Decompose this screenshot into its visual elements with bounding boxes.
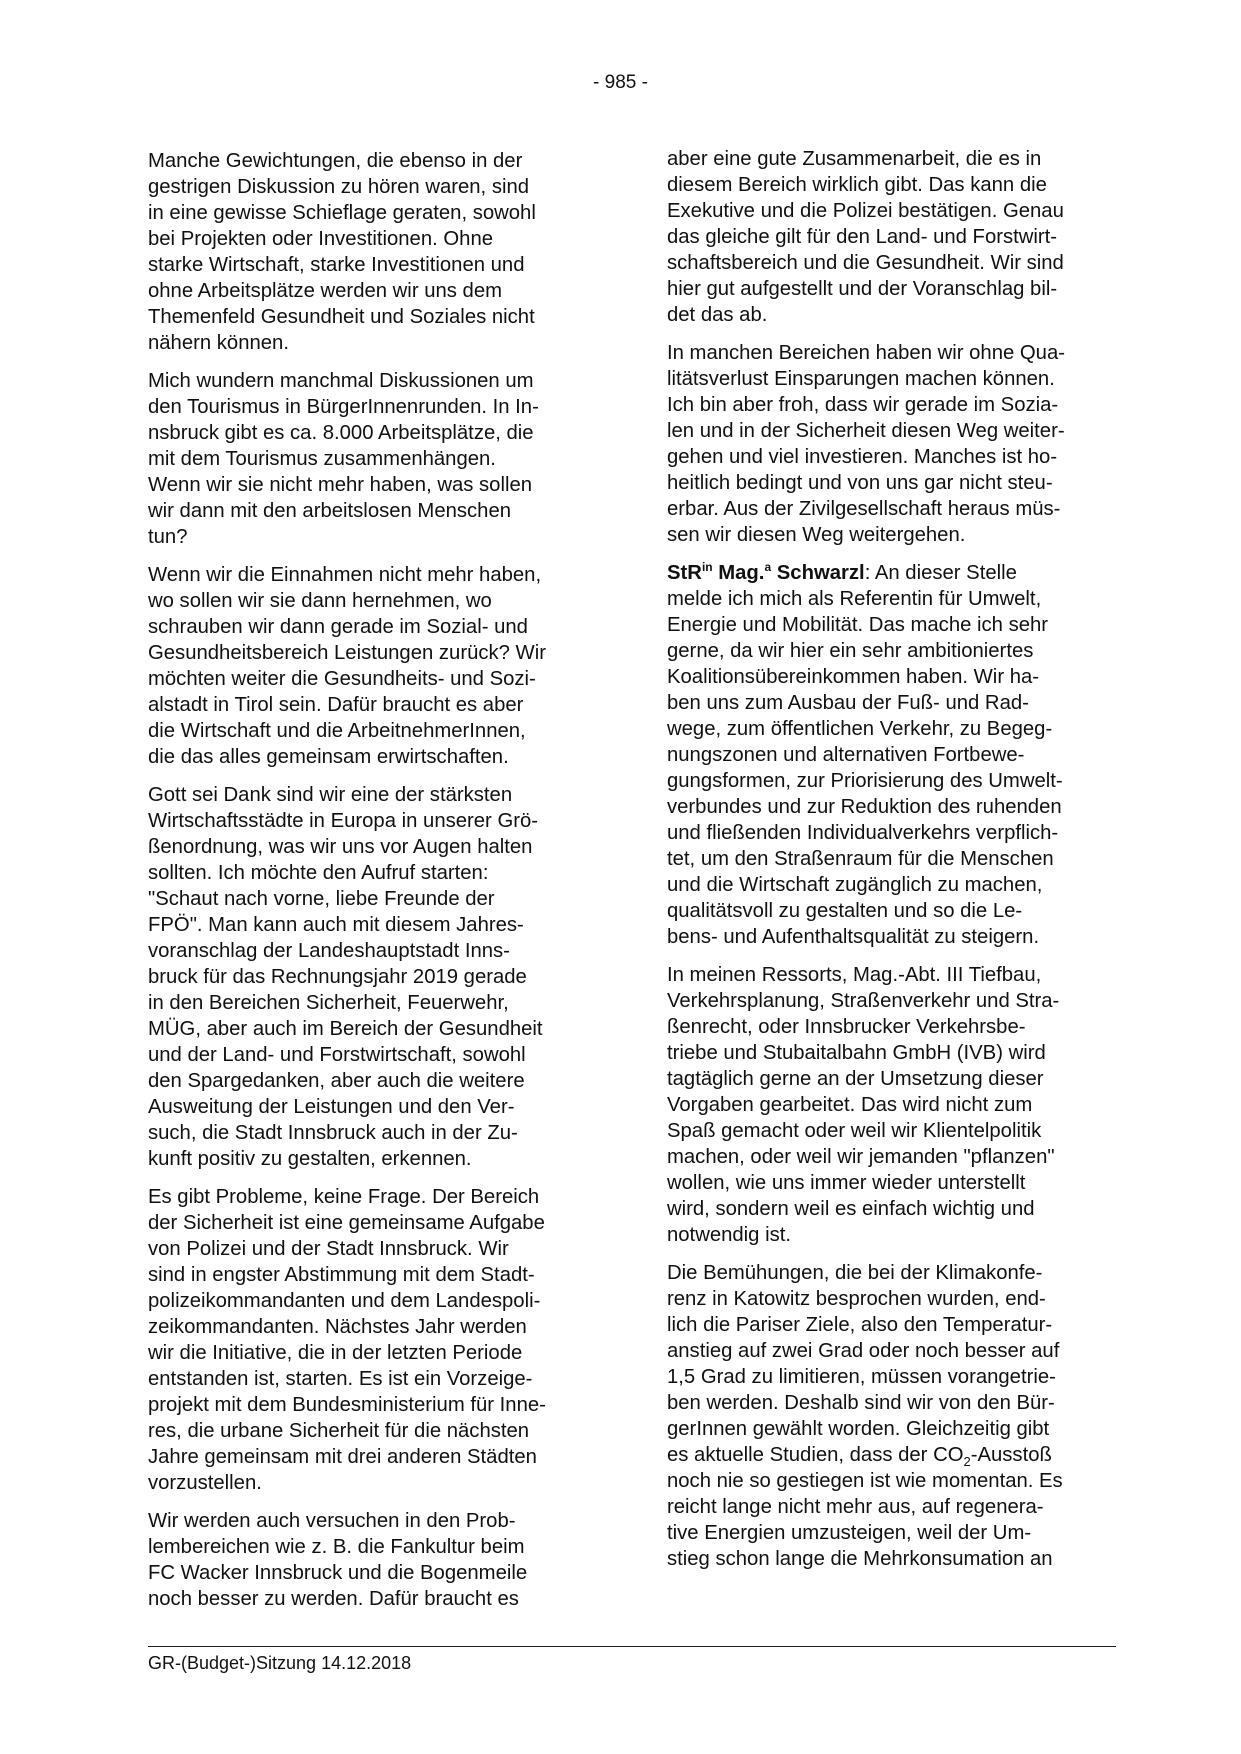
speaker-title: StR: [667, 562, 702, 584]
paragraph: [667, 1260, 1115, 1572]
paragraph: Es gibt Probleme, keine Frage. Der Bereich der Sicherheit ist eine gemeinsame Aufgabe von Polizei und der Stadt Innsbruck. Wir sind in engster Abstimmung mit dem Stadt- polizeikommandanten und dem Landespoli- zeikommandanten. Nächstes Jahr werden wir die Initiative, die in der letzten Periode entstanden ist, starten. Es ist ein Vorzeige- projekt mit dem Bundesministerium für Inne- res, die urbane Sicherheit für die nächsten Jahre gemeinsam mit drei anderen Städten vorzustellen.: [148, 1186, 546, 1494]
speaker-paragraph: [667, 560, 1115, 950]
paragraph: Mich wundern manchmal Diskussionen um den Tourismus in BürgerInnenrunden. In In- nsbruck gibt es ca. 8.000 Arbeitsplätze, die mit dem Tourismus zusammenhängen. Wenn wir sie nicht mehr haben, was sollen wir dann mit den arbeitslosen Menschen tun?: [148, 370, 539, 548]
paragraph: Manche Gewichtungen, die ebenso in der gestrigen Diskussion zu hören waren, sind in eine gewisse Schieflage geraten, sowohl bei Projekten oder Investitionen. Ohne starke Wirtschaft, starke Investitionen und ohne Arbeitsplätze werden wir uns dem Themenfeld Gesundheit und Soziales nicht nähern können.: [148, 150, 536, 354]
paragraph: In manchen Bereichen haben wir ohne Qua- litätsverlust Einsparungen machen können. Ich bin aber froh, dass wir gerade im Sozia- len und in der Sicherheit diesen Weg weiter- gehen und viel investieren. Manches ist ho- heitlich bedingt und von uns gar nicht steu- erbar. Aus der Zivilgesellschaft heraus müs- sen wir diesen Weg weitergehen.: [667, 342, 1065, 546]
footer-session-label: GR-(Budget-)Sitzung 14.12.2018: [148, 1653, 412, 1673]
speaker-degree: Mag.: [712, 562, 765, 584]
speaker-degree-suffix: a: [764, 560, 772, 575]
paragraph: Wenn wir die Einnahmen nicht mehr haben, wo sollen wir sie dann hernehmen, wo schrauben wir dann gerade im Sozial- und Gesundheitsbereich Leistungen zurück? Wir möchten weiter die Gesundheits- und Sozi- alstadt in Tirol sein. Dafür braucht es aber die Wirtschaft und die ArbeitnehmerInnen, die das alles gemeinsam erwirtschaften.: [148, 564, 546, 768]
paragraph: In meinen Ressorts, Mag.-Abt. III Tiefbau, Verkehrsplanung, Straßenverkehr und Stra- ßenrecht, oder Innsbrucker Verkehrsbe- triebe und Stubaitalbahn GmbH (IVB) wird tagtäglich gerne an der Umsetzung dieser Vorgaben gearbeitet. Das wird nicht zum Spaß gemacht oder weil wir Klientelpolitik machen, oder weil wir jemanden "pflanzen" wollen, wie uns immer wieder unterstellt wird, sondern weil es einfach wichtig und notwendig ist.: [667, 964, 1060, 1246]
paragraph: Gott sei Dank sind wir eine der stärksten Wirtschaftsstädte in Europa in unserer Grö- ßenordnung, was wir uns vor Augen halten sollten. Ich möchte den Aufruf starten: "Schaut nach vorne, liebe Freunde der FPÖ". Man kann auch mit diesem Jahres- voranschlag der Landeshauptstadt Inns- bruck für das Rechnungsjahr 2019 gerade in den Bereichen Sicherheit, Feuerwehr, MÜG, aber auch im Bereich der Gesundheit und der Land- und Forstwirtschaft, sowohl den Spargedanken, aber auch die weitere Ausweitung der Leistungen und den Ver- such, die Stadt Innsbruck auch in der Zu- kunft positiv zu gestalten, erkennen.: [148, 784, 543, 1170]
paragraph-text-before: Die Bemühungen, die bei der Klimakonfe- renz in Katowitz besprochen wurden, end- lich die Pariser Ziele, also den Temperatur- anstieg auf zwei Grad oder noch besser auf 1,5 Grad zu limitieren, müssen vorangetrie- ben werden. Deshalb sind wir von den Bür- gerInnen gewählt worden. Gleichzeitig gibt es aktuelle Studien, dass der CO: [667, 1262, 1060, 1466]
paragraph: Wir werden auch versuchen in den Prob- lembereichen wie z. B. die Fankultur beim FC Wacker Innsbruck und die Bogenmeile noch besser zu werden. Dafür braucht es: [148, 1510, 528, 1610]
co2-subscript: 2: [963, 1454, 971, 1470]
speaker-text: : An dieser Stelle melde ich mich als Referentin für Umwelt, Energie und Mobilität. Das mache ich sehr gerne, da wir hier ein sehr ambitioniertes Koalitionsübereinkommen haben. Wir ha- ben uns zum Ausbau der Fuß- und Rad- wege, zum öffentlichen Verkehr, zu Begeg- nungszonen und alternativen Fortbewe- gungsformen, zur Priorisierung des Umwelt- verbundes und zur Reduktion des ruhenden und fließenden Individualverkehrs verpflich- tet, um den Straßenraum für die Menschen und die Wirtschaft zugänglich zu machen, qualitätsvoll zu gestalten und so die Le- bens- und Aufenthaltsqualität zu steigern.: [667, 562, 1063, 948]
page-number: - 985 -: [593, 72, 648, 93]
speaker-surname: Schwarzl: [771, 562, 865, 584]
paragraph: aber eine gute Zusammenarbeit, die es in diesem Bereich wirklich gibt. Das kann die Exekutive und die Polizei bestätigen. Genau das gleiche gilt für den Land- und Forstwirt- schaftsbereich und die Gesundheit. Wir sind hier gut aufgestellt und der Voranschlag bil- det das ab.: [667, 148, 1064, 326]
left-column: [148, 148, 596, 1624]
speaker-name: [667, 562, 865, 584]
footer-divider: [148, 1646, 1116, 1647]
right-column: [667, 146, 1115, 1584]
paragraph-text-after: -Ausstoß noch nie so gestiegen ist wie momentan. Es reicht lange nicht mehr aus, auf regenera- tive Energien umzusteigen, weil der Um- stieg schon lange die Mehrkonsumation an: [667, 1444, 1063, 1570]
speaker-title-suffix: in: [701, 560, 713, 575]
